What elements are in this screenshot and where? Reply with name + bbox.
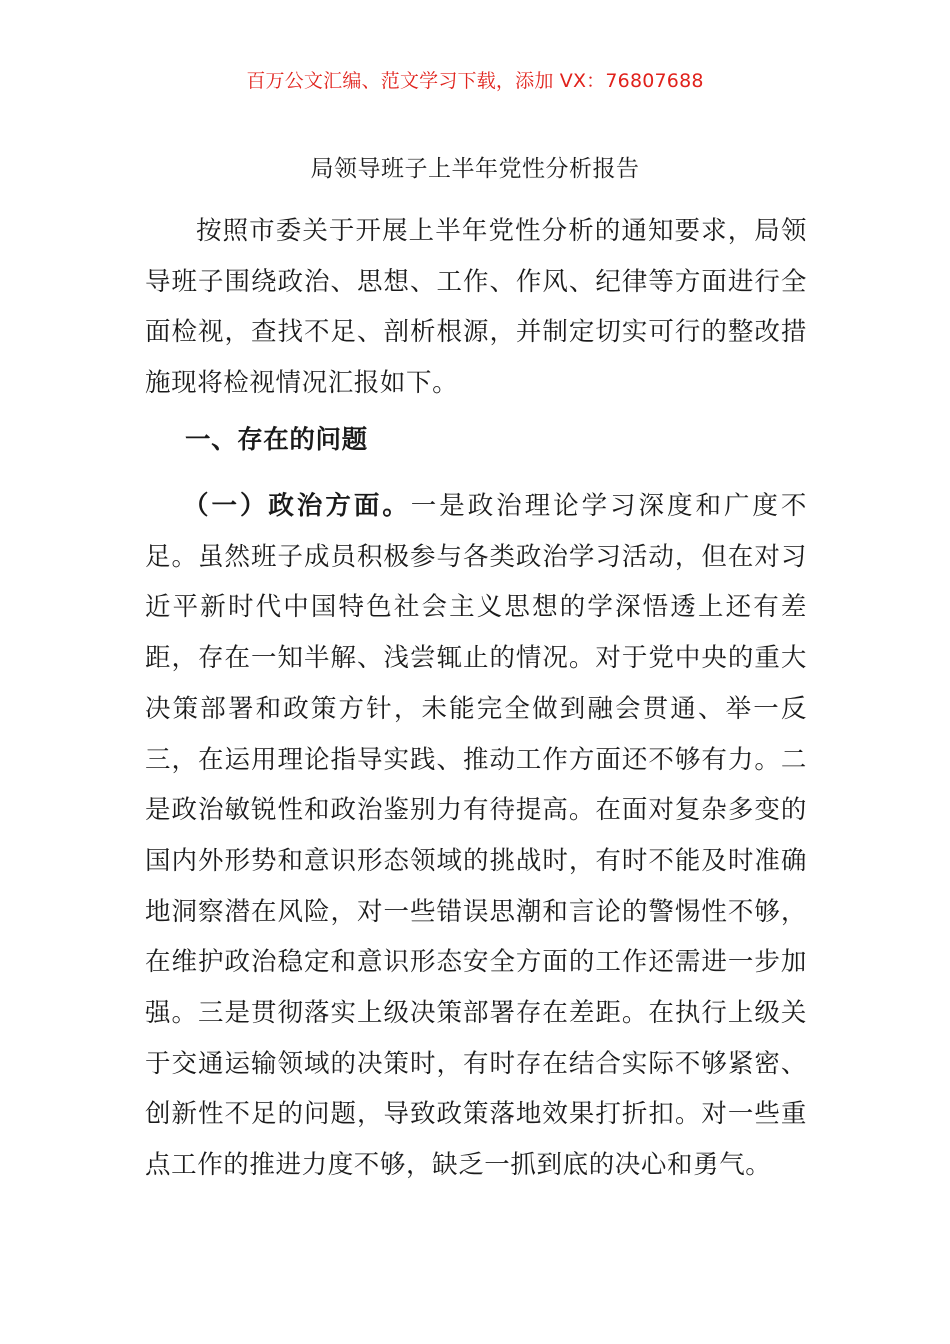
intro-paragraph: 按照市委关于开展上半年党性分析的通知要求，局领导班子围绕政治、思想、工作、作风、纪律等方面进行全面检视，查找不足、剖析根源，并制定切实可行的整改措施现将检视情况汇报如下。 (145, 216, 807, 399)
section-paragraph (145, 481, 807, 1191)
document-title: 局领导班子上半年党性分析报告 (310, 156, 640, 182)
subsection-label: （一）政治方面。 (183, 491, 411, 521)
section-heading: 一、存在的问题 (185, 425, 368, 455)
header-notice: 百万公文汇编、范文学习下载，添加 VX：76807688 (246, 70, 704, 92)
subsection-text: 一是政治理论学习深度和广度不足。虽然班子成员积极参与各类政治学习活动，但在对习近平新时代中国特色社会主义思想的学深悟透上还有差距，存在一知半解、浅尝辄止的情况。对于党中央的重大决策部署和政策方针，未能完全做到融会贯通、举一反三，在运用理论指导实践、推动工作方面还不够有力。二是政治敏锐性和政治鉴别力有待提高。在面对复杂多变的国内外形势和意识形态领域的挑战时，有时不能及时准确地洞察潜在风险，对一些错误思潮和言论的警惕性不够，在维护政治稳定和意识形态安全方面的工作还需进一步加强。三是贯彻落实上级决策部署存在差距。在执行上级关于交通运输领域的决策时，有时存在结合实际不够紧密、创新性不足的问题，导致政策落地效果打折扣。对一些重点工作的推进力度不够，缺乏一抓到底的决心和勇气。 (145, 491, 807, 1181)
